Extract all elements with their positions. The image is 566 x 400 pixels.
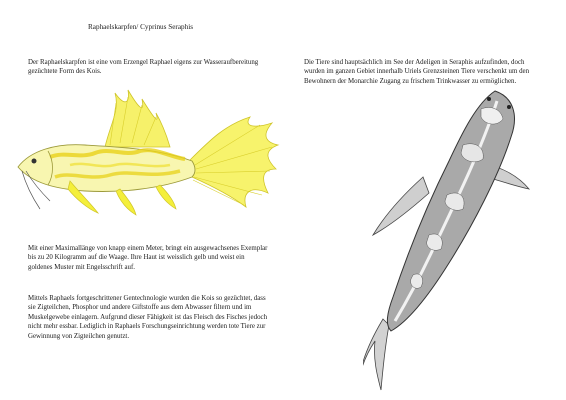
- grey-koi-top-view-illustration: [363, 85, 533, 395]
- right-page: [283, 0, 566, 400]
- habitat-paragraph: Die Tiere sind hauptsächlich im See der Adeligen in Seraphis aufzufinden, doch wurden im ganzen Gebiet innerhalb Uriels Grenzsteinen Tiere verschenkt um den Bewohnern der Monarchie Zugang zu frischem Trinkwasser zu ermöglichen.: [304, 59, 530, 85]
- yellow-koi-illustration: [10, 85, 280, 230]
- technology-paragraph: Mittels Raphaels fortgeschrittener Gentechnologie wurden die Kois so gezüchtet, dass sie Zigteilchen, Phosphor und andere Giftstoffe aus dem Abwasser filtern und im Muskelgewebe einlagern. Aufgrund dieser Fähigkeit ist das Fleisch des Fisches jedoch nicht mehr essbar. Lediglich in Raphaels Forschungseinrichtung werden tote Tiere zur Gewinnung von Zigteilchen genutzt.: [28, 295, 268, 340]
- page-title: Raphaelskarpfen/ Cyprinus Seraphis: [88, 23, 193, 31]
- intro-paragraph: Der Raphaelskarpfen ist eine vom Erzengel Raphael eigens zur Wasseraufbereitung gezüchtete Form des Kois.: [28, 59, 259, 76]
- size-paragraph: Mit einer Maximallänge von knapp einem Meter, bringt ein ausgewachsenes Exemplar bis zu 20 Kilogramm auf die Waage. Ihre Haut ist weisslich gelb und weist ein goldenes Muster mit Engelsschrift auf.: [28, 245, 268, 271]
